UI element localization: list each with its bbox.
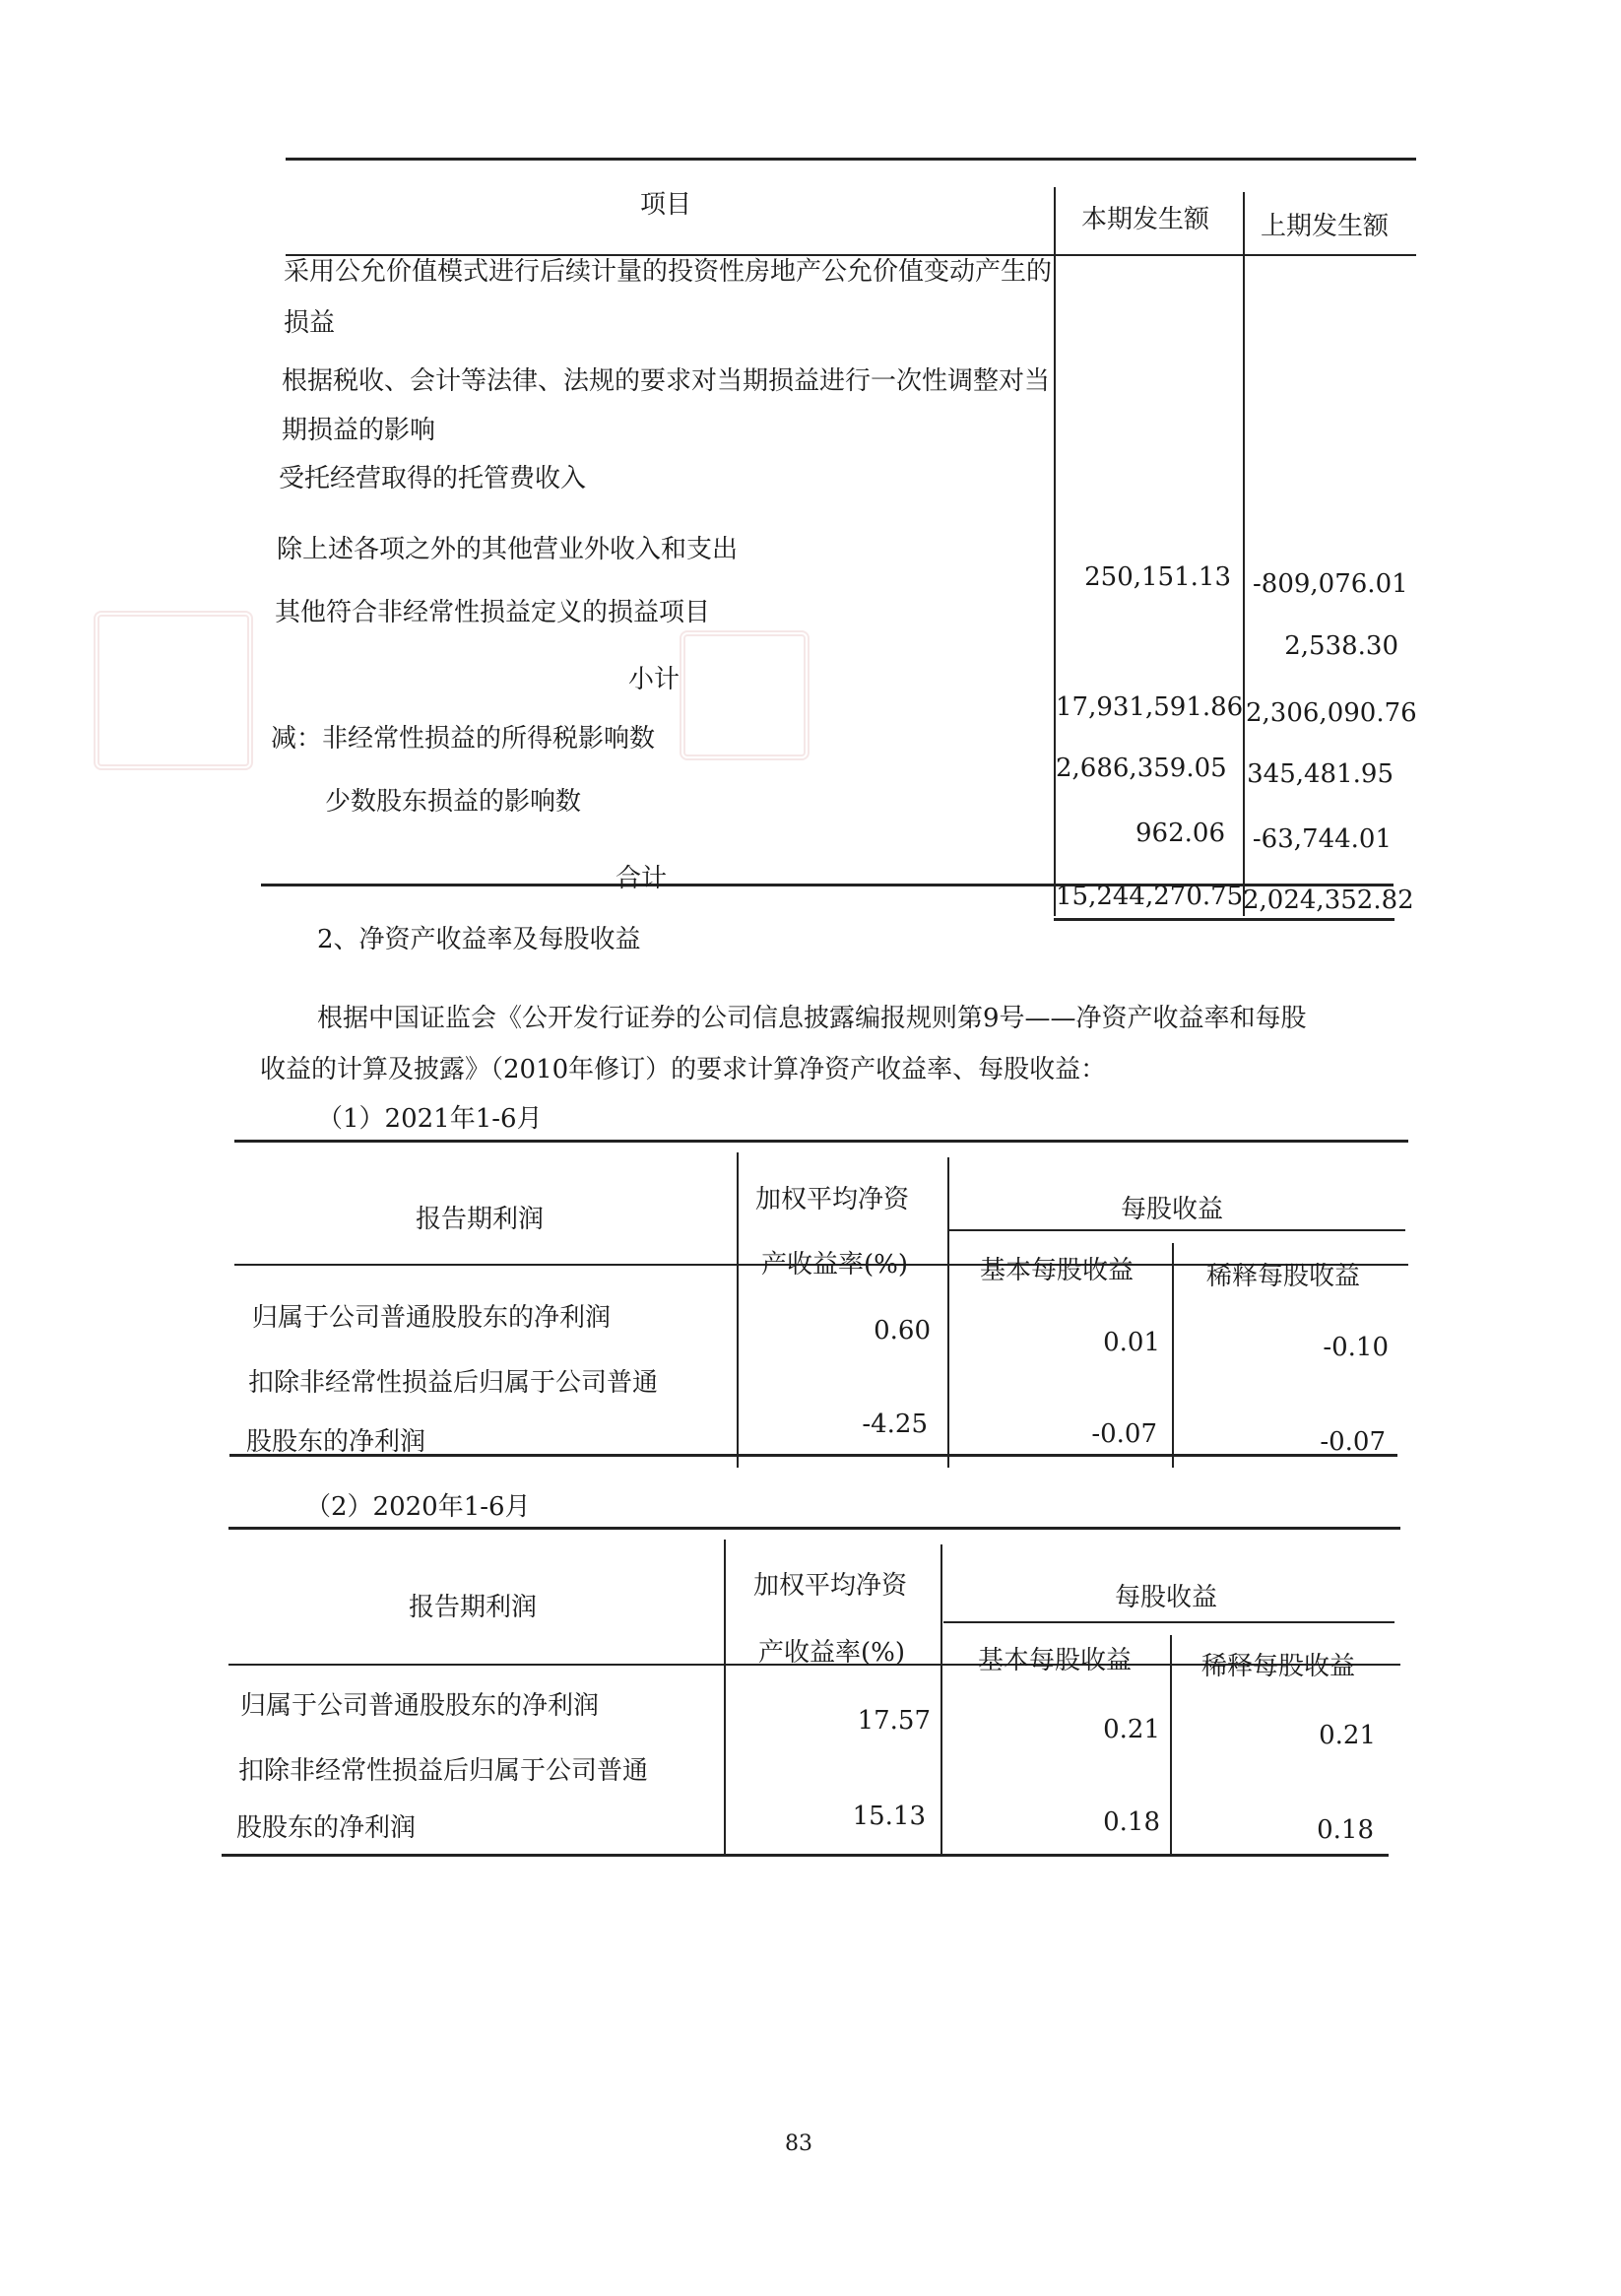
paragraph: 根据中国证监会《公开发行证券的公司信息披露编报规则第9号——净资产收益率和每股	[317, 1004, 1307, 1033]
row-label: 少数股东损益的影响数	[325, 787, 582, 817]
header-diluted-eps: 稀释每股收益	[1201, 1652, 1356, 1681]
row-label: 采用公允价值模式进行后续计量的投资性房地产公允价值变动产生的损益	[284, 257, 1053, 338]
cell-diluted-eps: 0.18	[1317, 1815, 1374, 1845]
cell-basic-eps: -0.07	[1091, 1419, 1157, 1449]
cell-basic-eps: 0.18	[1103, 1807, 1160, 1837]
cell-current: 17,931,591.86	[1056, 692, 1244, 722]
row-label: 根据税收、会计等法律、法规的要求对当期损益进行一次性调整对当期损益的影响	[282, 366, 1051, 445]
header-diluted-eps: 稀释每股收益	[1206, 1262, 1361, 1291]
cell-roe: -4.25	[862, 1410, 928, 1439]
header-basic-eps: 基本每股收益	[978, 1646, 1133, 1675]
row-label: 扣除非经常性损益后归属于公司普通	[238, 1756, 649, 1786]
cell-previous: 345,481.95	[1247, 759, 1394, 789]
page-number: 83	[785, 2132, 812, 2156]
row-label: 股股东的净利润	[246, 1427, 426, 1457]
cell-previous: -63,744.01	[1252, 824, 1392, 854]
row-label: 股股东的净利润	[236, 1813, 417, 1843]
cell-diluted-eps: 0.21	[1319, 1721, 1376, 1750]
cell-previous: 2,306,090.76	[1246, 698, 1417, 728]
paragraph: 收益的计算及披露》（2010年修订）的要求计算净资产收益率、每股收益：	[260, 1055, 1107, 1084]
header-roe: 加权平均净资	[755, 1185, 910, 1214]
row-label: 其他符合非经常性损益定义的损益项目	[275, 598, 711, 627]
header-item: 项目	[640, 190, 692, 220]
section-heading: 2、净资产收益率及每股收益	[317, 925, 641, 954]
cell-current: 250,151.13	[1084, 562, 1231, 592]
header-current-period: 本期发生额	[1081, 205, 1210, 234]
cell-current: 15,244,270.75	[1056, 882, 1244, 911]
row-label: 归属于公司普通股股东的净利润	[252, 1303, 612, 1333]
cell-previous: -809,076.01	[1253, 569, 1408, 599]
row-label: 除上述各项之外的其他营业外收入和支出	[277, 535, 739, 564]
row-label-total: 合计	[616, 864, 668, 893]
header-report-profit: 报告期利润	[416, 1205, 545, 1234]
table-caption: （2）2020年1-6月	[305, 1492, 531, 1522]
row-label: 受托经营取得的托管费收入	[279, 464, 587, 493]
cell-diluted-eps: -0.10	[1323, 1333, 1389, 1362]
seal-stamp-right	[680, 630, 810, 760]
table-caption: （1）2021年1-6月	[317, 1104, 543, 1134]
header-roe: 产收益率(%)	[761, 1250, 908, 1279]
cell-current: 2,686,359.05	[1056, 754, 1227, 783]
cell-roe: 0.60	[874, 1316, 931, 1345]
cell-roe: 17.57	[857, 1706, 931, 1736]
cell-basic-eps: 0.21	[1103, 1715, 1160, 1744]
header-report-profit: 报告期利润	[409, 1593, 538, 1622]
row-label: 归属于公司普通股股东的净利润	[240, 1691, 600, 1721]
cell-roe: 15.13	[852, 1802, 926, 1831]
cell-current: 962.06	[1135, 819, 1225, 848]
cell-basic-eps: 0.01	[1103, 1328, 1160, 1357]
header-roe: 加权平均净资	[753, 1571, 908, 1601]
header-basic-eps: 基本每股收益	[980, 1256, 1135, 1285]
row-label-subtotal: 小计	[628, 665, 681, 694]
row-label: 扣除非经常性损益后归属于公司普通	[248, 1368, 659, 1398]
header-eps: 每股收益	[1115, 1583, 1218, 1612]
header-previous-period: 上期发生额	[1261, 212, 1390, 241]
header-roe: 产收益率(%)	[758, 1638, 905, 1668]
cell-previous: 2,024,352.82	[1243, 886, 1414, 915]
row-label: 减：非经常性损益的所得税影响数	[271, 724, 656, 754]
cell-previous: 2,538.30	[1284, 631, 1398, 661]
header-eps: 每股收益	[1121, 1195, 1224, 1224]
seal-stamp	[94, 611, 253, 770]
cell-diluted-eps: -0.07	[1320, 1427, 1386, 1457]
